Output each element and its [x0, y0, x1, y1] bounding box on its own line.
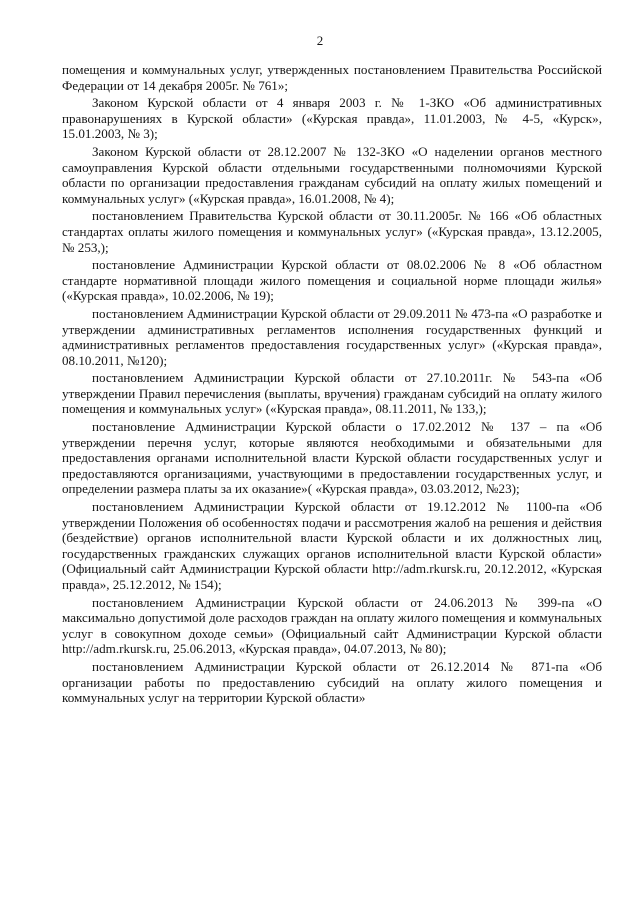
- paragraph-resolution-8: постановление Администрации Курской области от 08.02.2006 № 8 «Об областном стандарте нормативной площади жилого помещения и социальной норме площади жилья» («Курская правда», 10.02.2006, № 19);: [62, 257, 602, 304]
- paragraph-resolution-871: постановлением Администрации Курской области от 26.12.2014 № 871-па «Об организации работы по предоставлению субсидий на оплату жилого помещения и коммунальных услуг на территории Курской области»: [62, 658, 602, 706]
- paragraph-resolution-137: постановление Администрации Курской области о 17.02.2012 № 137 – па «Об утверждении перечня услуг, которые являются необходимыми и обязательными для предоставления органами исполнительной власти Курской области государственных услуг и предоставляются организациями, участвующими в предоставлении государственных услуг, и определении размера платы за их оказание»( «Курская правда», 03.03.2012, №23);: [62, 419, 602, 497]
- paragraph-resolution-399: постановлением Администрации Курской области от 24.06.2013 № 399-па «О максимально допустимой доле расходов граждан на оплату жилого помещения и коммунальных услуг в совокупном доходе семьи» (Официальный сайт Администрации Курской области http://adm.rkursk.ru, 25.06.2013, «Курская правда», 04.07.2013, № 80);: [62, 594, 602, 657]
- paragraph-continuation: помещения и коммунальных услуг, утвержденных постановлением Правительства Российской Федерации от 14 декабря 2005г. № 761»;: [62, 62, 602, 93]
- paragraph-resolution-166: постановлением Правительства Курской области от 30.11.2005г. № 166 «Об областных стандартах оплаты жилого помещения и коммунальных услуг» («Курская правда», 13.12.2005, № 253,);: [62, 208, 602, 255]
- paragraph-resolution-543: постановлением Администрации Курской области от 27.10.2011г. № 543-па «Об утверждении Правил перечисления (выплаты, вручения) гражданам субсидий на оплату жилого помещения и коммунальных услуг» («Курская правда», 08.11.2011, № 133,);: [62, 370, 602, 417]
- paragraph-law-132-zko: Законом Курской области от 28.12.2007 № 132-ЗКО «О наделении органов местного самоуправления Курской области отдельными государственными полномочиями Курской области по организации предоставления гражданам субсидий на оплату жилых помещений и коммунальных услуг» («Курская правда», 16.01.2008, № 4);: [62, 143, 602, 206]
- paragraph-law-1-zko: Законом Курской области от 4 января 2003 г. № 1-ЗКО «Об административных правонарушениях в Курской области» («Курская правда», 11.01.2003, № 4-5, «Курск», 15.01.2003, № 3);: [62, 95, 602, 142]
- paragraph-resolution-1100: постановлением Администрации Курской области от 19.12.2012 № 1100-па «Об утверждении Положения об особенностях подачи и рассмотрения жалоб на решения и действия (бездействие) органов исполнительной власти Курской области и их должностных лиц, государственных гражданских служащих органов исполнительной власти Курской области» (Официальный сайт Администрации Курской области http://adm.rkursk.ru, 20.12.2012, «Курская правда», 25.12.2012, № 154);: [62, 499, 602, 592]
- page-number: 2: [316, 33, 324, 48]
- document-body: [62, 62, 602, 708]
- paragraph-resolution-473: постановлением Администрации Курской области от 29.09.2011 № 473-па «О разработке и утверждении административных регламентов исполнения государственных функций и административных регламентов предоставления государственных услуг» («Курская правда», 08.10.2011, №120);: [62, 305, 602, 368]
